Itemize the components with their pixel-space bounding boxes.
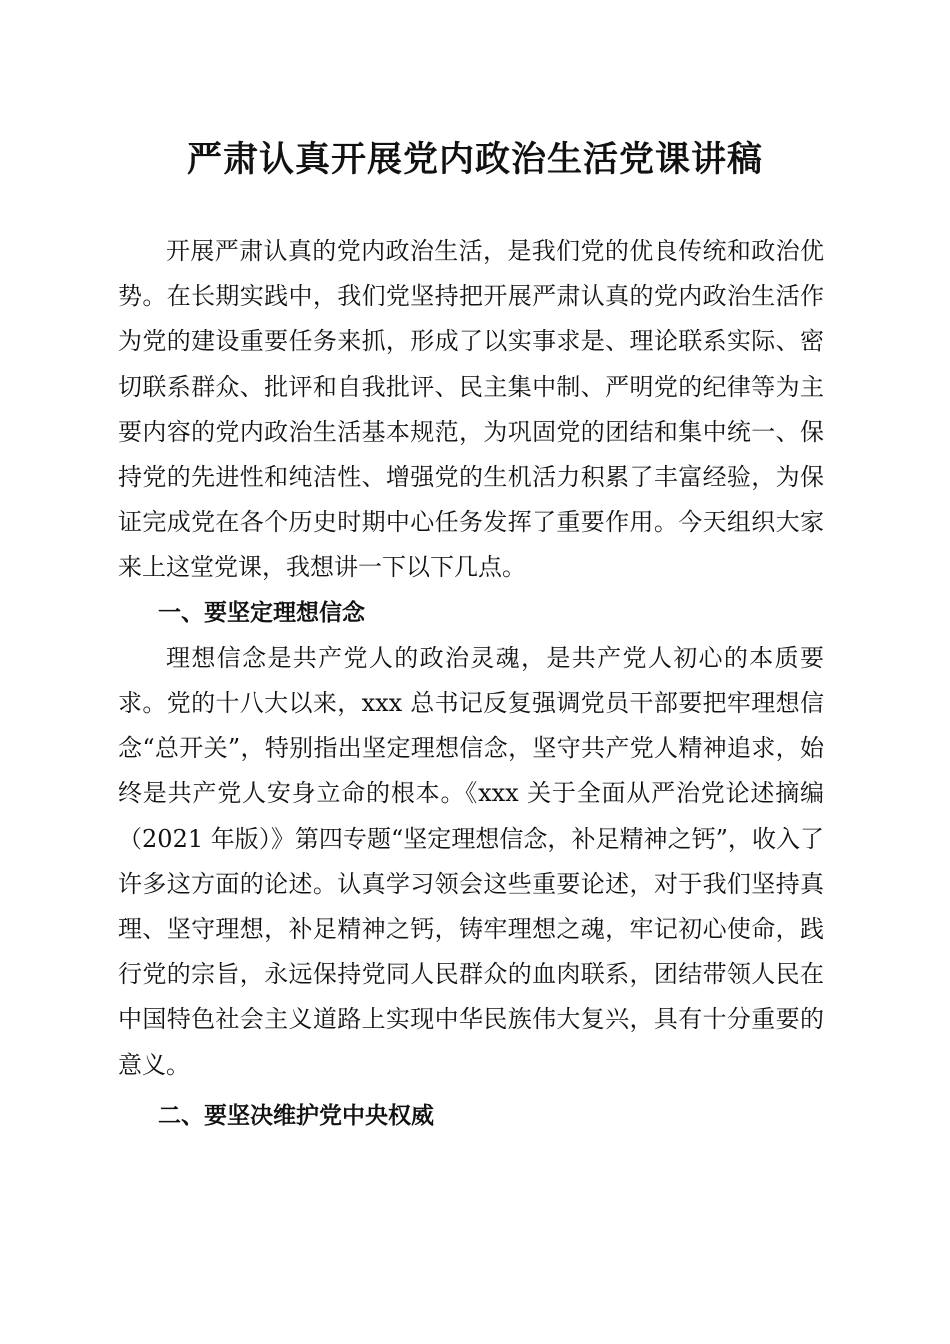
document-body [118, 229, 824, 1139]
section-heading-2: 二、要坚决维护党中央权威 [158, 1102, 434, 1129]
section-1-paragraph: 理想信念是共产党人的政治灵魂，是共产党人初心的本质要求。党的十八大以来，xxx 总书记反复强调党员干部要把牢理想信念“总开关”，特别指出坚定理想信念，坚守共产党人精神追求，始终是共产党人安身立命的根本。《xxx 关于全面从严治党论述摘编（2021 年版）》第四专题“坚定理想信念，补足精神之钙”，收入了许多这方面的论述。认真学习领会这些重要论述，对于我们坚持真理、坚守理想，补足精神之钙，铸牢理想之魂，牢记初心使命，践行党的宗旨，永远保持党同人民群众的血肉联系，团结带领人民在中国特色社会主义道路上实现中华民族伟大复兴，具有十分重要的意义。 [118, 643, 824, 1079]
intro-paragraph: 开展严肃认真的党内政治生活，是我们党的优良传统和政治优势。在长期实践中，我们党坚持把开展严肃认真的党内政治生活作为党的建设重要任务来抓，形成了以实事求是、理论联系实际、密切联系群众、批评和自我批评、民主集中制、严明党的纪律等为主要内容的党内政治生活基本规范，为巩固党的团结和集中统一、保持党的先进性和纯洁性、增强党的生机活力积累了丰富经验，为保证完成党在各个历史时期中心任务发挥了重要作用。今天组织大家来上这堂党课，我想讲一下以下几点。 [118, 237, 824, 582]
section-heading-1: 一、要坚定理想信念 [158, 599, 365, 626]
document-title: 严肃认真开展党内政治生活党课讲稿 [186, 139, 763, 180]
